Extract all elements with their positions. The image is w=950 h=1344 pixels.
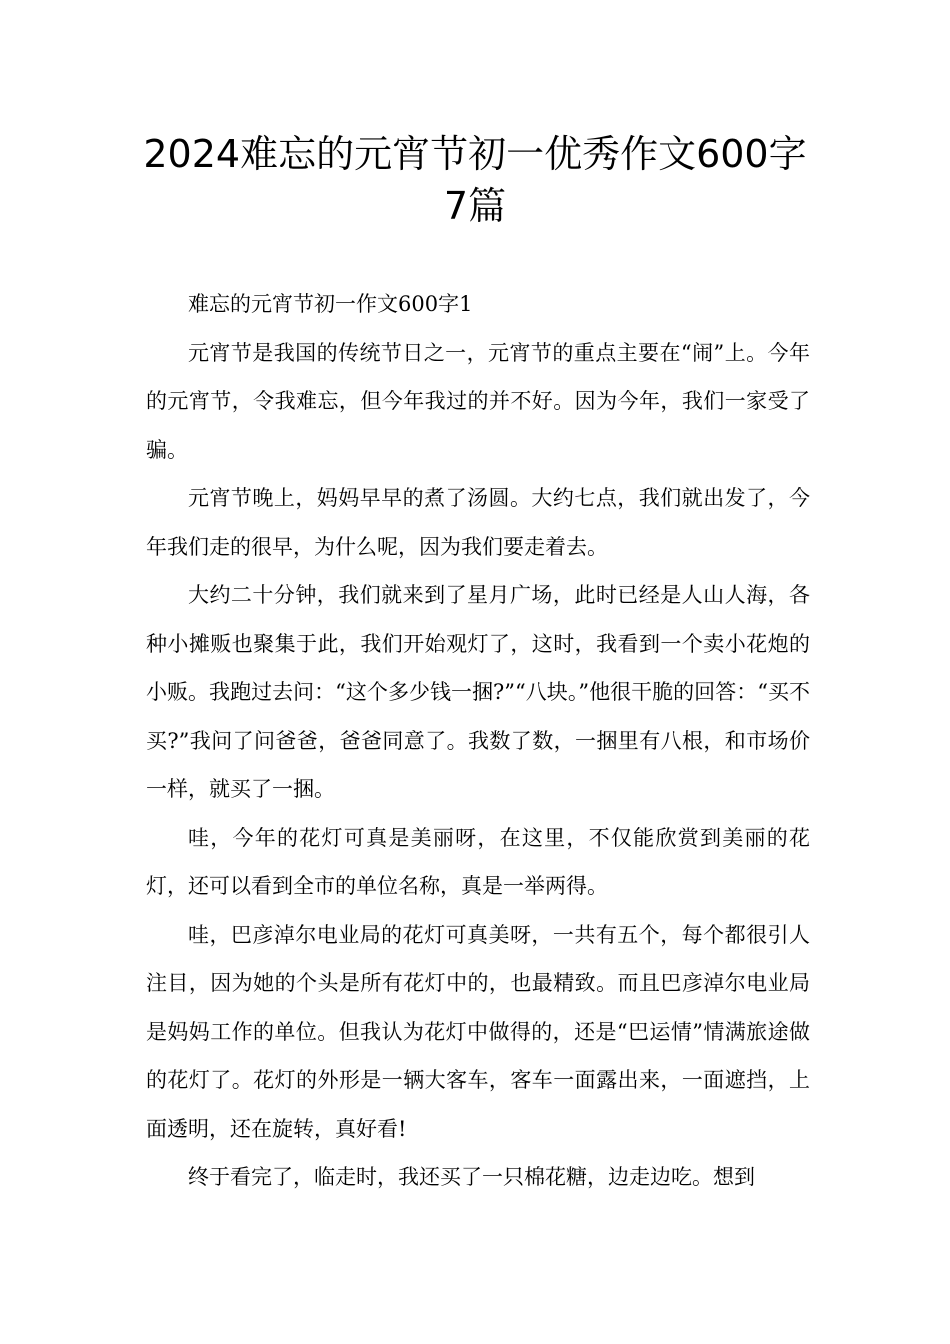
document-title-line-1: 2024难忘的元宵节初一优秀作文600字 xyxy=(143,132,807,176)
body-paragraph-1: 元宵节是我国的传统节日之一，元宵节的重点主要在“闹”上。今年的元宵节，令我难忘，但今年我过的并不好。因为今年，我们一家受了骗。 xyxy=(146,340,810,462)
body-paragraph-4: 哇，今年的花灯可真是美丽呀，在这里，不仅能欣赏到美丽的花灯，还可以看到全市的单位名称，真是一举两得。 xyxy=(146,825,810,898)
body-paragraph-2: 元宵节晚上，妈妈早早的煮了汤圆。大约七点，我们就出发了，今年我们走的很早，为什么呢，因为我们要走着去。 xyxy=(146,486,810,559)
body-paragraph-3: 大约二十分钟，我们就来到了星月广场，此时已经是人山人海，各种小摊贩也聚集于此，我们开始观灯了，这时，我看到一个卖小花炮的小贩。我跑过去问：“这个多少钱一捆?”“八块。”他很干脆的回答：“买不买?”我问了问爸爸，爸爸同意了。我数了数，一捆里有八根，和市场价一样，就买了一捆。 xyxy=(146,583,810,801)
body-paragraph-6: 终于看完了，临走时，我还买了一只棉花糖，边走边吃。想到 xyxy=(188,1165,755,1189)
section-heading: 难忘的元宵节初一作文600字1 xyxy=(188,292,473,316)
document-body xyxy=(146,280,810,1202)
body-paragraph-5: 哇，巴彦淖尔电业局的花灯可真美呀，一共有五个，每个都很引人注目，因为她的个头是所有花灯中的，也最精致。而且巴彦淖尔电业局是妈妈工作的单位。但我认为花灯中做得的，还是“巴运情”情满旅途做的花灯了。花灯的外形是一辆大客车，客车一面露出来，一面遮挡，上面透明，还在旋转，真好看! xyxy=(146,922,810,1141)
document-title-line-2: 7篇 xyxy=(443,184,507,228)
